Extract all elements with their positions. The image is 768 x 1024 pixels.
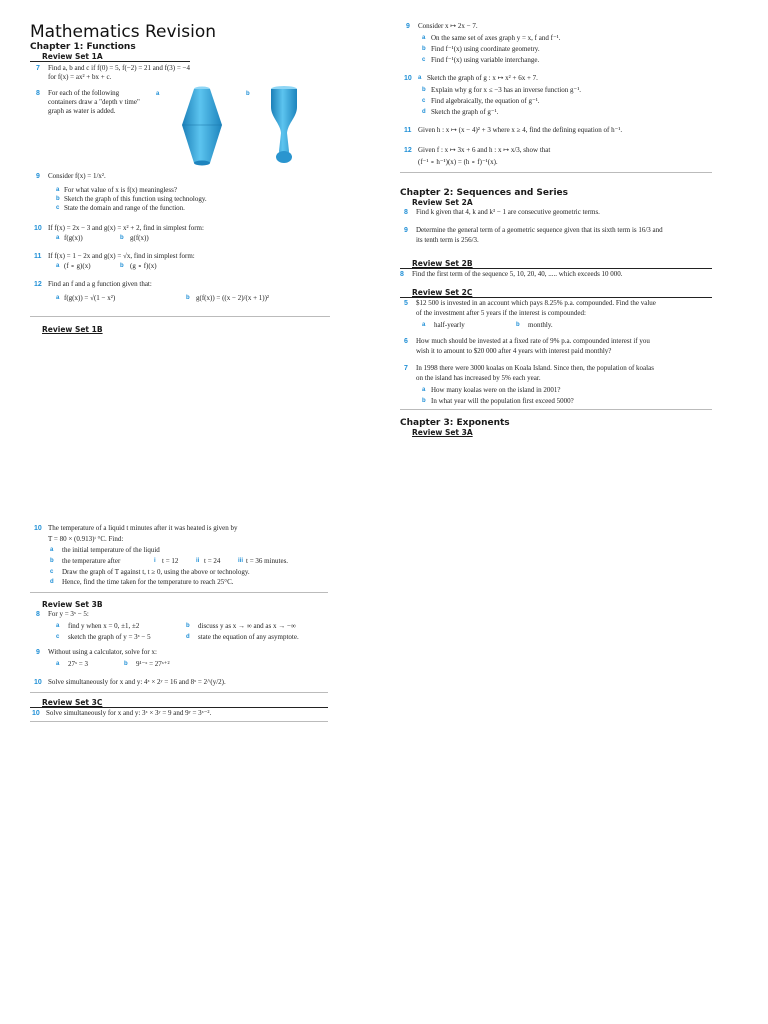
question-1a-7 [36, 64, 190, 73]
question-text: In 1998 there were 3000 koalas on Koala Island. Since then, the population of koalas [416, 364, 654, 372]
part-text: On the same set of axes graph y = x, f and f⁻¹. [431, 34, 561, 42]
section-rule [30, 61, 190, 62]
question-number: 10 [32, 710, 40, 717]
question-number: 8 [400, 271, 404, 278]
question-2c-5 [404, 299, 656, 308]
question-1a-9c: c State the domain and range of the function. [56, 204, 185, 212]
question-1b-11 [404, 126, 622, 135]
question-text: For each of the following containers draw a "depth v time" graph as water is added. [48, 89, 140, 115]
section-rule [30, 721, 328, 722]
question-1b-10: 10 a Sketch the graph of g : x ↦ x² + 6x + 7. [404, 74, 538, 82]
part-text: f(g(x)) [64, 234, 83, 242]
review-set-3b-heading: Review Set 3B [42, 600, 103, 609]
question-2b-8 [400, 270, 623, 279]
section-rule [30, 316, 330, 317]
question-1a-11 [34, 252, 195, 261]
container-a-image [178, 85, 226, 167]
question-number: 9 [36, 649, 40, 656]
question-number: 6 [404, 338, 408, 345]
question-2c-7b: b In what year will the population first exceed 5000? [422, 397, 574, 405]
chapter-1-heading: Chapter 1: Functions [30, 42, 136, 52]
part-text: discuss y as x → ∞ and as x → −∞ [198, 622, 296, 630]
question-1a-12a: a f(g(x)) = √(1 − x²) [56, 294, 116, 302]
question-number: 11 [404, 127, 412, 134]
question-2c-6-line2: wish it to amount to $20 000 after 4 years with interest paid monthly? [416, 347, 612, 355]
section-rule [30, 707, 328, 708]
question-text: The temperature of a liquid t minutes after it was heated is given by [48, 524, 238, 532]
part-text: State the domain and range of the function. [64, 204, 185, 212]
question-3a-10b: b the temperature after i t = 12 ii t = 24 iii t = 36 minutes. [50, 557, 289, 565]
question-3a-10a: a the initial temperature of the liquid [50, 546, 160, 554]
part-text: the temperature after [62, 557, 121, 565]
part-text: half-yearly [434, 321, 465, 329]
review-set-2c-heading: Review Set 2C [412, 288, 473, 297]
question-number: 12 [34, 281, 42, 288]
question-3c-10 [32, 709, 211, 718]
review-set-3c-heading: Review Set 3C [42, 698, 103, 707]
question-3b-8c: c sketch the graph of y = 3ˣ − 5 d state the equation of any asymptote. [56, 633, 299, 641]
question-text: Solve simultaneously for x and y: 4ˣ × 2ʸ = 16 and 8ˣ = 2^(y/2). [48, 678, 226, 686]
part-text: Sketch the graph of g : x ↦ x² + 6x + 7. [427, 74, 538, 82]
question-text: Find the first term of the sequence 5, 10, 20, 40, ..... which exceeds 10 000. [412, 270, 623, 278]
part-text: Find f⁻¹(x) using coordinate geometry. [431, 45, 540, 53]
part-text: state the equation of any asymptote. [198, 633, 299, 641]
part-text: t = 12 [162, 557, 179, 565]
question-1b-9 [406, 22, 478, 31]
part-text: t = 36 minutes. [246, 557, 289, 565]
part-text: g(f(x)) [130, 234, 149, 242]
part-text: Find algebraically, the equation of g⁻¹. [431, 97, 540, 105]
question-1b-9b: b Find f⁻¹(x) using coordinate geometry. [422, 45, 540, 53]
part-text: monthly. [528, 321, 553, 329]
part-text: t = 24 [204, 557, 221, 565]
question-1a-11a: a (f ∘ g)(x) b (g ∘ f)(x) [56, 262, 157, 270]
question-1b-10d: d Sketch the graph of g⁻¹. [422, 108, 499, 116]
question-1b-10c: c Find algebraically, the equation of g⁻¹. [422, 97, 540, 105]
question-number: 7 [404, 365, 408, 372]
question-number: 12 [404, 147, 412, 154]
question-1b-9c: c Find f⁻¹(x) using variable interchange. [422, 56, 540, 64]
question-2c-6 [404, 337, 650, 346]
review-set-2b-heading: Review Set 2B [412, 259, 473, 268]
review-set-1a-heading: Review Set 1A [42, 52, 103, 61]
question-2a-9 [404, 226, 663, 235]
question-2c-7 [404, 364, 654, 373]
question-3b-10 [34, 678, 226, 687]
section-rule [30, 692, 328, 693]
part-text: (g ∘ f)(x) [130, 262, 157, 270]
section-rule [30, 592, 328, 593]
part-text: Sketch the graph of g⁻¹. [431, 108, 499, 116]
question-number: 9 [404, 227, 408, 234]
question-text: Consider x ↦ 2x − 7. [418, 22, 478, 30]
question-number: 10 [34, 225, 42, 232]
question-1a-9a: a For what value of x is f(x) meaningless? [56, 186, 177, 194]
part-text: For what value of x is f(x) meaningless? [64, 186, 177, 194]
question-1a-7-line2: for f(x) = ax² + bx + c. [48, 73, 112, 81]
question-number: 5 [404, 300, 408, 307]
question-text: For y = 3ˣ − 5: [48, 610, 89, 618]
question-1b-9a: a On the same set of axes graph y = x, f and f⁻¹. [422, 34, 561, 42]
part-text: Find f⁻¹(x) using variable interchange. [431, 56, 540, 64]
question-2c-5a: a half-yearly b monthly. [422, 321, 553, 329]
part-text: find y when x = 0, ±1, ±2 [68, 622, 140, 630]
part-text: Draw the graph of T against t, t ≥ 0, using the above or technology. [62, 568, 250, 576]
question-number: 9 [36, 173, 40, 180]
part-text: How many koalas were on the island in 2001? [431, 386, 561, 394]
question-text: Without using a calculator, solve for x: [48, 648, 157, 656]
question-1a-12b: b g(f(x)) = ((x − 2)/(x + 1))² [186, 294, 270, 302]
question-3b-9 [36, 648, 157, 657]
part-text: g(f(x)) = ((x − 2)/(x + 1))² [196, 294, 270, 302]
part-text: sketch the graph of y = 3ˣ − 5 [68, 633, 151, 641]
question-text: Given h : x ↦ (x − 4)² + 3 where x ≥ 4, find the defining equation of h⁻¹. [418, 126, 623, 134]
question-3b-8a: a find y when x = 0, ±1, ±2 b discuss y as x → ∞ and as x → −∞ [56, 622, 296, 630]
section-rule [400, 297, 712, 298]
question-text: How much should be invested at a fixed rate of 9% p.a. compounded interest if you [416, 337, 650, 345]
question-3a-10 [34, 524, 238, 533]
question-number: 10 [34, 679, 42, 686]
question-2c-7-line2: on the island has increased by 5% each year. [416, 374, 541, 382]
question-text: Determine the general term of a geometric sequence given that its sixth term is 16/3 and [416, 226, 663, 234]
question-text: Given f : x ↦ 3x + 6 and h : x ↦ x/3, show that [418, 146, 551, 154]
question-3a-10c: c Draw the graph of T against t, t ≥ 0, using the above or technology. [50, 568, 250, 576]
section-rule [400, 172, 712, 173]
question-2c-5-line2: of the investment after 5 years if the interest is compounded: [416, 309, 586, 317]
page-title: Mathematics Revision [30, 22, 217, 42]
review-set-3a-heading: Review Set 3A [412, 428, 473, 437]
container-a-label: a [156, 91, 160, 97]
question-1a-10 [34, 224, 204, 233]
question-number: 9 [406, 23, 410, 30]
question-number: 10 [404, 75, 412, 82]
question-1b-12-line2: (f⁻¹ ∘ h⁻¹)(x) = (h ∘ f)⁻¹(x). [418, 158, 498, 166]
question-number: 7 [36, 65, 40, 72]
part-text: Sketch the graph of this function using technology. [64, 195, 207, 203]
section-rule [400, 268, 712, 269]
part-text: Explain why g for x ≤ −3 has an inverse function g⁻¹. [431, 86, 582, 94]
question-2c-7a: a How many koalas were on the island in 2001? [422, 386, 561, 394]
chapter-3-heading: Chapter 3: Exponents [400, 418, 510, 428]
question-1a-8 [36, 89, 143, 116]
question-1a-10a: a f(g(x)) b g(f(x)) [56, 234, 149, 242]
chapter-2-heading: Chapter 2: Sequences and Series [400, 188, 569, 198]
question-text: Find a, b and c if f(0) = 5, f(−2) = 21 and f(3) = −4 [48, 64, 191, 72]
part-text: 27ˣ = 3 [68, 660, 88, 668]
part-text: (f ∘ g)(x) [64, 262, 91, 270]
question-3a-10d: d Hence, find the time taken for the temperature to reach 25°C. [50, 578, 234, 586]
part-text: Hence, find the time taken for the temperature to reach 25°C. [62, 578, 234, 586]
question-3b-9a: a 27ˣ = 3 b 9¹⁻ˣ = 27ˣ⁺² [56, 660, 170, 668]
container-b-image [268, 85, 300, 167]
question-3a-10-line2: T = 80 × (0.913)ᵗ °C. Find: [48, 535, 124, 543]
review-set-1b-heading: Review Set 1B [42, 325, 103, 334]
question-text: Find k given that 4, k and k³ − 1 are consecutive geometric terms. [416, 208, 600, 216]
question-1a-9b: b Sketch the graph of this function using technology. [56, 195, 207, 203]
question-3b-8 [36, 610, 89, 619]
question-text: $12 500 is invested in an account which pays 8.25% p.a. compounded. Find the value [416, 299, 656, 307]
question-2a-9-line2: its tenth term is 256/3. [416, 236, 479, 244]
part-text: f(g(x)) = √(1 − x²) [64, 294, 116, 302]
question-text: Find an f and a g function given that: [48, 280, 152, 288]
question-number: 8 [36, 90, 40, 97]
part-text: the initial temperature of the liquid [62, 546, 160, 554]
question-1a-12 [34, 280, 152, 289]
question-number: 10 [34, 525, 42, 532]
question-text: If f(x) = 1 − 2x and g(x) = √x, find in simplest form: [48, 252, 195, 260]
review-set-2a-heading: Review Set 2A [412, 198, 473, 207]
question-text: If f(x) = 2x − 3 and g(x) = x² + 2, find in simplest form: [48, 224, 204, 232]
part-text: In what year will the population first exceed 5000? [431, 397, 574, 405]
question-text: Solve simultaneously for x and y: 3ˣ × 3ʸ = 9 and 9ʸ = 3ˣ⁻². [46, 709, 212, 717]
question-1b-10b: b Explain why g for x ≤ −3 has an inverse function g⁻¹. [422, 86, 582, 94]
question-number: 11 [34, 253, 42, 260]
question-2a-8 [404, 208, 600, 217]
question-number: 8 [36, 611, 40, 618]
question-1b-12 [404, 146, 550, 155]
part-text: 9¹⁻ˣ = 27ˣ⁺² [136, 660, 170, 668]
section-rule [400, 409, 712, 410]
container-b-label: b [246, 91, 250, 97]
question-text: Consider f(x) = 1/x². [48, 172, 106, 180]
question-number: 8 [404, 209, 408, 216]
question-1a-9 [36, 172, 106, 181]
